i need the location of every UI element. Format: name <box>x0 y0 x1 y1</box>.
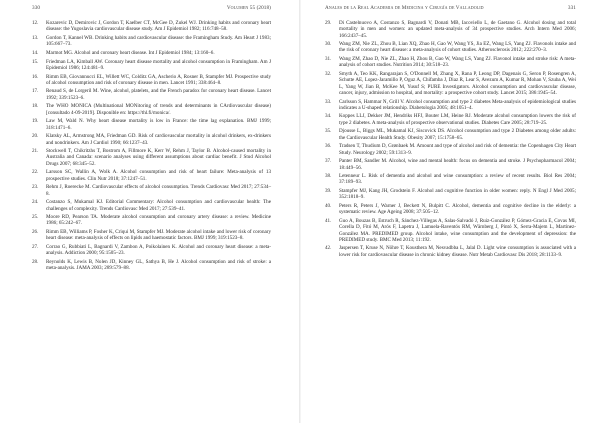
reference-item <box>32 259 271 272</box>
reference-item <box>325 218 576 243</box>
reference-number: 41. <box>325 218 332 224</box>
reference-item <box>32 184 271 197</box>
reference-item <box>325 173 576 186</box>
reference-text: Law M, Wald N. Why heart disease mortality is low in France: the time lag explanation. BMJ 1999; 318:1471–6. <box>46 118 271 131</box>
reference-number: 39. <box>325 188 332 195</box>
reference-item <box>32 20 271 33</box>
reference-item <box>325 143 576 156</box>
reference-list <box>325 20 576 260</box>
reference-number: 36. <box>325 143 332 150</box>
reference-text: Letenneur L. Risk of dementia and alcohol and wine consumption: a review of recent results. Biol Res 2004; 37:189–93. <box>339 173 576 186</box>
reference-text: Kozarevic D, Demirovic J, Gordon T, Kaelber CT, McGee D, Zukel WJ. Drinking habits and coronary heart disease: the Yugoslavia cardiovascular disease study. Am J Epidemiol 1982; 116:748–58. <box>46 20 271 33</box>
reference-text: Guo A, Bouzas B, Estruch R, Sánchez-Villegas A, Salas-Salvadó J, Ruiz-González P, Gómez-Gracia E, Covas MI, Corella D, Fitó M, Arós F, Lapetra J, Lamuela-Raventós RM, Wärnberg J, Pintó X, Serra-Majem L, Martínez-González MA. PREDIMED group. Alcohol intake, wine consumption and the development of depression: the PREDIMED study. BMC Med 2013; 11:192. <box>339 218 576 243</box>
reference-number: 16. <box>32 73 39 80</box>
reference-item <box>325 128 576 141</box>
right-page <box>300 0 600 423</box>
reference-number: 42. <box>325 245 332 252</box>
reference-text: Wang ZM, Zhao D, Nie ZL, Zhao H, Zhou B, Gao W, Wang LS, Yang ZJ. Flavonol intake and stroke risk: A meta-analysis of cohort studies. Nutrition 2014; 30:518–23. <box>339 56 576 69</box>
running-head: Anales de la Real Academia de Medicina y Cirugía de Valladolid <box>325 5 484 11</box>
reference-text: Rimm EB, Williams P, Fosher K, Criqui M, Stampfer MJ. Moderate alcohol intake and lower risk of coronary heart disease: meta-analysis of effects on lipids and haemostatic factors. BMJ 1999; 319:1523–8. <box>46 229 271 242</box>
page-number: 331 <box>567 5 576 11</box>
reference-number: 33. <box>325 98 332 105</box>
reference-number: 37. <box>325 158 332 165</box>
reference-number: 29. <box>325 20 332 26</box>
reference-list <box>32 20 271 274</box>
reference-item <box>325 188 576 201</box>
reference-item <box>32 59 271 72</box>
reference-text: Larsson SC, Wallin A, Wolk A. Alcohol consumption and risk of heart failure: Meta-analysis of 13 prospective studies. Clin Nutr 2018; 37:1247–51. <box>46 169 271 182</box>
reference-number: 34. <box>325 113 332 120</box>
reference-item <box>325 41 576 54</box>
reference-text: Tradsen T, Thudium D, Grønbaek M. Amount and type of alcohol and risk of dementia: the Copenhagen City Heart Study. Neurology 2002; 59:1313–9. <box>339 143 576 156</box>
reference-number: 31. <box>325 56 332 63</box>
reference-number: 12. <box>32 20 39 26</box>
right-page-header <box>325 3 576 13</box>
reference-item <box>32 199 271 212</box>
reference-item <box>325 99 576 112</box>
reference-number: 14. <box>32 49 39 56</box>
reference-item <box>32 148 271 167</box>
reference-number: 35. <box>325 128 332 135</box>
running-head: Volumen 55 (2018) <box>226 5 271 11</box>
reference-text: Djousse L, Biggs ML, Mukamal KJ, Siscovick DS. Alcohol consumption and type 2 Diabetes among older adults: the Cardiovascular Health Study. Obesity 2007; 15:1758–65. <box>339 128 576 141</box>
reference-text: Gordon T, Kannel WB. Drinking habits and cardiovascular disease: the Framingham Study. Am Heart J 1983; 105:667–73. <box>46 34 271 48</box>
left-page-header <box>32 3 271 13</box>
reference-number: 32. <box>325 71 332 78</box>
reference-text: Rimm EB, Giovannucci EL, Willett WC, Colditz GA, Ascherio A, Rosner B, Stampfer MJ. Prospective study of alcohol consumption and risk of coronary disease in men. Lancet 1991; 338:464–8. <box>46 73 271 86</box>
reference-number: 19. <box>32 118 39 125</box>
reference-item <box>32 214 271 227</box>
reference-item <box>32 88 271 101</box>
reference-number: 23. <box>32 184 39 191</box>
reference-item <box>32 103 271 116</box>
reference-item <box>32 50 271 56</box>
reference-item <box>32 133 271 146</box>
reference-number: 18. <box>32 103 39 110</box>
reference-text: Moore RD, Pearson TA. Moderate alcohol consumption and coronary artery disease: a review. Medicine 1986; 65:242–67. <box>46 214 271 227</box>
reference-number: 38. <box>325 173 332 180</box>
reference-text: Reynolds K, Lewis B, Nolen JD, Kinney GL, Sathya B, He J. Alcohol consumption and risk of stroke: a meta-analysis. JAMA 2003; 289:579–88. <box>46 259 271 272</box>
page-number: 330 <box>32 5 41 11</box>
reference-text: Stockwell T, Chikritzhs T, Bostrom A, Fillmore K, Kerr W, Rehm J, Taylor B. Alcohol-caused mortality in Australia and Canada: scenario analyses using different assumptions about cardiac benefit. J Stud Alcohol Drugs 2007; 68:345–52. <box>46 148 271 167</box>
reference-item <box>325 203 576 216</box>
reference-text: Di Castelnuovo A, Costanzo S, Bagnardi V, Donati MB, Iacoviello L, de Gaetano G. Alcohol dosing and total mortality in men and women: an updated meta-analysis of 34 prospective studies. Arch Intern Med 2006; 166:2437–45. <box>339 20 576 39</box>
reference-number: 22. <box>32 169 39 176</box>
reference-item <box>325 56 576 69</box>
reference-number: 25. <box>32 214 39 221</box>
reference-item <box>32 229 271 242</box>
reference-number: 20. <box>32 133 39 140</box>
reference-item <box>32 74 271 87</box>
reference-text: Marmot MG. Alcohol and coronary heart disease. Int J Epidemiol 1984; 13:160–6. <box>46 49 215 56</box>
reference-item <box>325 71 576 96</box>
reference-number: 24. <box>32 199 39 206</box>
reference-text: Koppes LLJ, Dekker JM, Hendriks HFJ, Bouter LM, Heine RJ. Moderate alcohol consumption lowers the risk of type 2 diabetes. A meta-analysis of prospective observational studies. Diabetes Care 2005; 28:719–25. <box>339 113 576 126</box>
reference-number: 17. <box>32 88 39 95</box>
reference-text: Panter BM, Sandler M. Alcohol, wine and mental health: focus on dementia and stroke. J Psychopharmacol 2004; 18:449–56. <box>339 158 576 171</box>
reference-item <box>32 118 271 131</box>
reference-item <box>32 35 271 48</box>
reference-text: Stampfer MJ, Kang JH, Grodstein F. Alcohol and cognitive function in older women: reply. N Engl J Med 2005; 352:1818–9. <box>339 188 576 201</box>
reference-text: Carlsson S, Hammar N, Grill V. Alcohol consumption and type 2 diabetes Meta-analysis of epidemiological studies indicates a U-shaped relationship. Diabetologia 2005; 48:1051–4. <box>339 98 576 111</box>
reference-text: Corrao G, Rubbiati L, Bagnardi V, Zambon A, Poikolainen K. Alcohol and coronary heart disease: a meta-analysis. Addiction 2000; 95:1505–23. <box>46 244 271 257</box>
reference-text: Costanzo S, Mukamal KJ. Editorial Commentary: Alcohol consumption and cardiovascular health: The challenges of complexity. Trends Cardiovasc Med 2017; 27:539–41. <box>46 199 271 212</box>
reference-item <box>325 158 576 171</box>
reference-item <box>32 244 271 257</box>
reference-number: 13. <box>32 34 39 41</box>
reference-number: 28. <box>32 259 39 265</box>
reference-text: Renaud S, de Lorgeril M. Wine, alcohol, platelets, and the French paradox for coronary heart disease. Lancet 1992; 339:1523–6. <box>46 88 271 101</box>
reference-number: 30. <box>325 41 332 48</box>
reference-number: 27. <box>32 244 39 251</box>
reference-text: Wang ZM, Nie ZL, Zhou B, Lian XQ, Zhao H, Gao W, Wang YS, Jia EZ, Wang LS, Yang ZJ. Flavonols intake and the risk of coronary heart disease: a meta-analysis of cohort studies. Atherosclerosis 2012; 222:270–3. <box>339 41 576 54</box>
reference-text: Rehm J, Roerecke M. Cardiovascular effects of alcohol consumption. Trends Cardiovasc Med 2017; 27:534–8. <box>46 184 271 197</box>
reference-number: 15. <box>32 58 39 65</box>
reference-text: Friedman LA, Kimball AW. Coronary heart disease mortality and alcohol consumption in Framingham. Am J Epidemiol 1986; 124:481–9. <box>46 58 271 71</box>
reference-number: 40. <box>325 203 332 210</box>
reference-number: 21. <box>32 148 39 155</box>
reference-text: Klatsky AL, Armstrong MA, Friedman GD. Risk of cardiovascular mortality in alcohol drinkers, ex-drinkers and nondrinkers. Am J Cardiol 1990; 66:1237–43. <box>46 133 271 146</box>
reference-text: Jaspersen T, Kruse N, Nöhre T, Kousthera M, Nesvadbba L, Jalal D. Light wine consumption is associated with a lower risk for cardiovascular disease in chronic kidney disease. Nutr Metab Cardiovasc Dis 2018; 28:1133–9. <box>339 245 576 258</box>
reference-item <box>325 113 576 126</box>
reference-text: Smyth A, Teo KK, Rangarajan S, O'Donnell M, Zhang X, Rana P, Leong DP, Dagenais G, Seron P, Rosengren A, Schutte AE, Lopez-Jaramillo P, Oguz A, Chifamba J, Diaz R, Lear S, Avezum A, Kumar R, Mohan V, Szuba A, Wei L, Yang W, Jian B, McKee M, Yusuf S; PURE Investigators. Alcohol consumption and cardiovascular disease, cancer, injury, admission to hospital, and mortality: a prospective cohort study. Lancet 2015; 386:1945–54. <box>339 71 576 96</box>
reference-text: The WHO MONICA (Multinational MONitoring of trends and determinants in CArdiovascular disease) [consultado 4-09-2019]. Disponible en: https://thl.fi/monica/. <box>46 103 271 116</box>
reference-item <box>325 245 576 258</box>
reference-item <box>32 169 271 182</box>
reference-item <box>325 20 576 39</box>
reference-number: 26. <box>32 229 39 236</box>
reference-text: Peters R, Peters J, Warner J, Beckett N, Bulpitt C. Alcohol, dementia and cognitive decline in the elderly: a systematic review. Age Ageing 2008; 37:505–12. <box>339 203 576 216</box>
